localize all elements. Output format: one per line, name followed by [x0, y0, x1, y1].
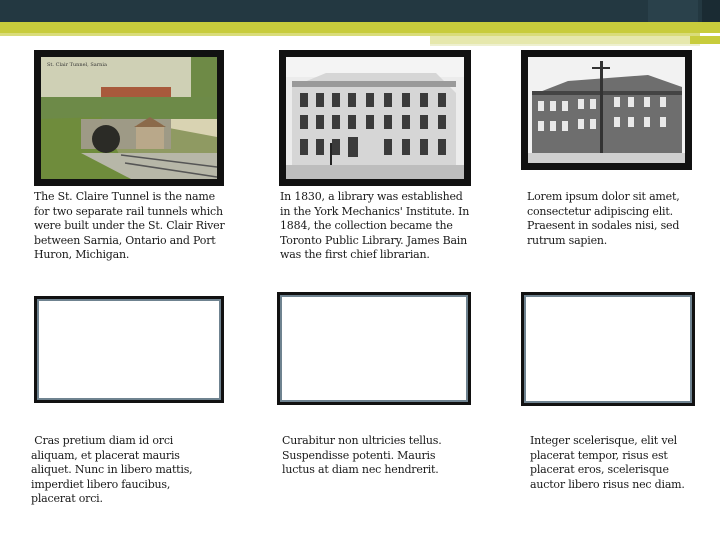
image-placeholder-4[interactable]: [34, 296, 224, 403]
placeholder-mat: [280, 295, 468, 402]
photo-frame-building[interactable]: [521, 50, 692, 170]
building-photo: [528, 57, 685, 163]
header-band-fade: [430, 44, 700, 46]
photo-frame-library[interactable]: [279, 50, 471, 186]
placeholder-mat: [524, 295, 692, 403]
svg-text:St. Clair Tunnel, Sarnia: St. Clair Tunnel, Sarnia: [47, 62, 107, 68]
library-photo: [286, 57, 464, 179]
tunnel-photo: [41, 57, 217, 179]
header-accent: [648, 0, 698, 22]
image-placeholder-6[interactable]: [521, 292, 695, 406]
header-bar: [0, 0, 720, 22]
caption-integer: Integer scelerisque, elit vel placerat tempor, risus est placerat eros, scelerisque auctor libero risus nec diam.: [530, 434, 685, 491]
header-band: [0, 22, 720, 33]
caption-lorem: Lorem ipsum dolor sit amet, consectetur adipiscing elit. Praesent in sodales nisi, sed rutrum sapien.: [527, 190, 680, 247]
caption-library: In 1830, a library was established in the York Mechanics' Institute. In 1884, the collection became the Toronto Public Library. James Bain was the first chief librarian.: [280, 190, 470, 262]
placeholder-mat: [37, 299, 221, 400]
header-band-light: [430, 36, 700, 44]
header-band-edge: [690, 36, 720, 44]
caption-curabitur: Curabitur non ultricies tellus. Suspendisse potenti. Mauris luctus at diam nec hendrerit.: [282, 434, 442, 477]
caption-tunnel: The St. Claire Tunnel is the name for two separate rail tunnels which were built under the St. Clair River between Sarnia, Ontario and Port Huron, Michigan.: [34, 190, 225, 262]
caption-cras: Cras pretium diam id orci aliquam, et placerat mauris aliquet. Nunc in libero mattis, imperdiet libero faucibus, placerat orci.: [31, 434, 196, 506]
image-placeholder-5[interactable]: [277, 292, 471, 405]
photo-frame-tunnel[interactable]: [34, 50, 224, 186]
header-accent-corner: [702, 0, 720, 22]
